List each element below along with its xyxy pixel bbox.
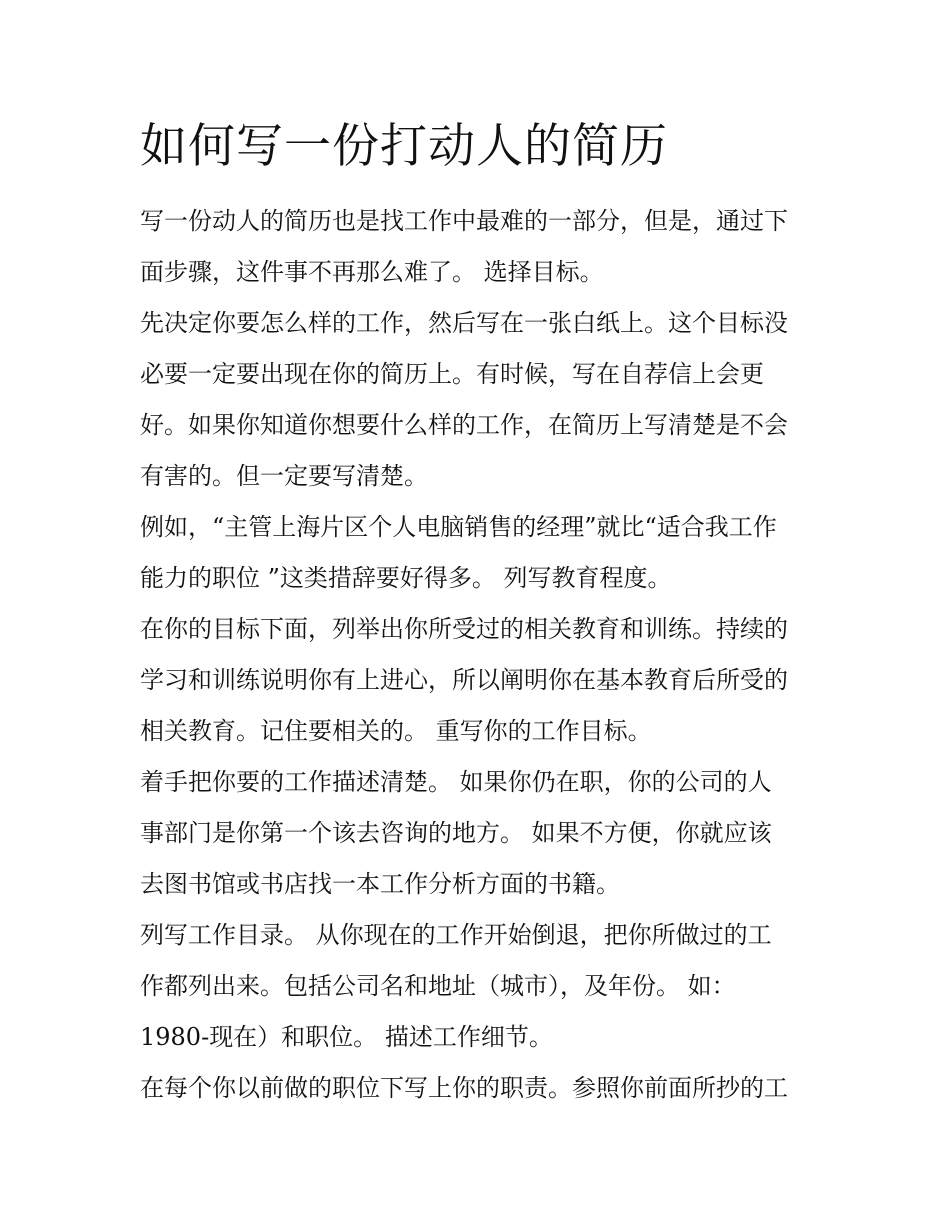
text-line: 作都列出来。包括公司名和地址（城市），及年份。 如： — [140, 972, 736, 1000]
text-line: 去图书馆或书店找一本工作分析方面的书籍。 — [140, 870, 620, 898]
paragraph — [140, 298, 820, 502]
text-line: 先决定你要怎么样的工作，然后写在一张白纸上。这个目标没 — [140, 309, 788, 337]
text-line: 好。如果你知道你想要什么样的工作，在简历上写清楚是不会 — [140, 411, 788, 439]
paragraph — [140, 910, 820, 1063]
paragraph — [140, 757, 820, 910]
text-line: 有害的。但一定要写清楚。 — [140, 462, 428, 490]
paragraph — [140, 1063, 820, 1114]
paragraph — [140, 502, 820, 604]
text-line: 面步骤，这件事不再那么难了。 选择目标。 — [140, 258, 604, 286]
text-line: 列写工作目录。 从你现在的工作开始倒退，把你所做过的工 — [140, 921, 772, 949]
text-line: 能力的职位 ”这类措辞要好得多。 列写教育程度。 — [140, 564, 672, 592]
text-line: 在你的目标下面，列举出你所受过的相关教育和训练。持续的 — [140, 615, 788, 643]
text-line: 1980-现在）和职位。 描述工作细节。 — [140, 1023, 553, 1051]
text-line: 事部门是你第一个该去咨询的地方。 如果不方便，你就应该 — [140, 819, 772, 847]
paragraph — [140, 604, 820, 757]
text-line: 着手把你要的工作描述清楚。 如果你仍在职，你的公司的人 — [140, 768, 772, 796]
paragraph — [140, 196, 820, 298]
text-line: 写一份动人的简历也是找工作中最难的一部分，但是，通过下 — [140, 207, 788, 235]
document-title: 如何写一份打动人的简历 — [140, 119, 668, 174]
text-line: 必要一定要出现在你的简历上。有时候，写在自荐信上会更 — [140, 360, 764, 388]
text-line: 在每个你以前做的职位下写上你的职责。参照你前面所抄的工 — [140, 1074, 788, 1102]
document-body — [140, 196, 820, 1114]
text-line: 例如，“主管上海片区个人电脑销售的经理”就比“适合我工作 — [140, 513, 777, 541]
text-line: 学习和训练说明你有上进心，所以阐明你在基本教育后所受的 — [140, 666, 788, 694]
text-line: 相关教育。记住要相关的。 重写你的工作目标。 — [140, 717, 652, 745]
